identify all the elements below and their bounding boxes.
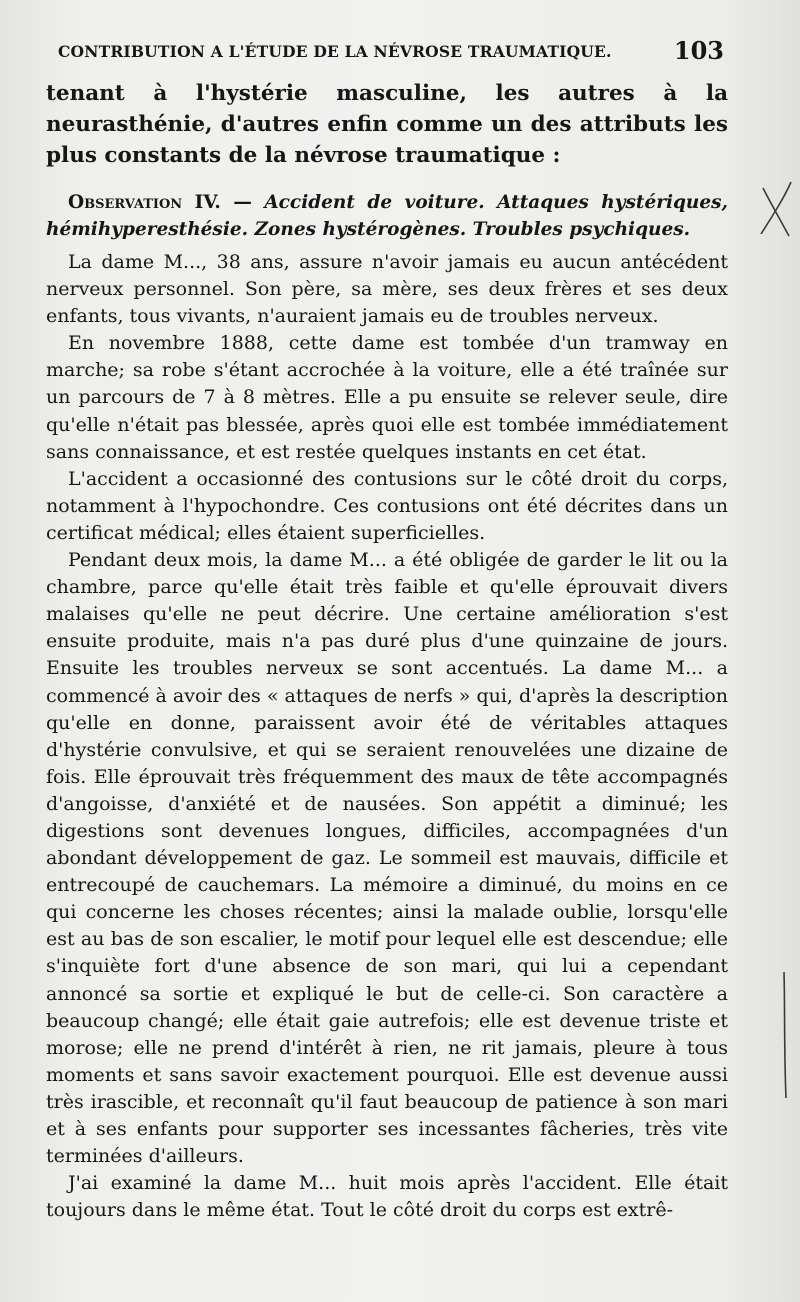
paragraph-2: En novembre 1888, cette dame est tombée d'un tramway en marche; sa robe s'étant accrochée à la voiture, elle a été traînée sur un parcours de 7 à 8 mètres. Elle a pu ensuite se relever seule, dire qu'elle n'était pas blessée, après quoi elle est tombée immédiatement sans connaissance, et est restée quelques instants en cet état. <box>46 332 728 463</box>
observation-label: Observation IV. <box>68 192 221 213</box>
page-number: 103 <box>673 36 724 65</box>
paragraph-3: L'accident a occasionné des contusions sur le côté droit du corps, notamment à l'hypochondre. Ces contusions ont été décrites dans un certificat médical; elles étaient superficielles. <box>46 467 728 544</box>
observation-dash: — <box>220 192 265 213</box>
paragraph-4: Pendant deux mois, la dame M... a été obligée de garder le lit ou la chambre, parce qu'elle était très faible et qu'elle éprouvait divers malaises qu'elle ne peut décrire. Une certaine amélioration s'est ensuite produite, mais n'a pas duré plus d'une quinzaine de jours. Ensuite les troubles nerveux se sont accentués. La dame M... a commencé à avoir des « attaques de nerfs » qui, d'après la description qu'elle en donne, paraissent avoir été de véritables attaques d'hystérie convulsive, et qui se seraient renouvelées une dizaine de fois. Elle éprouvait très fréquemment des maux de tête accompagnés d'angoisse, d'anxiété et de nausées. Son appétit a diminué; les digestions sont devenues longues, difficiles, accompagnées d'un abondant développement de gaz. Le sommeil est mauvais, difficile et entrecoupé de cauchemars. La mémoire a diminué, du moins en ce qui concerne les choses récentes; ainsi la malade oublie, lorsqu'elle est au bas de son escalier, le motif pour lequel elle est descendue; elle s'inquiète fort d'une absence de son mari, qui lui a cependant annoncé sa sortie et expliqué le but de celle-ci. Son caractère a beaucoup changé; elle était gaie autrefois; elle est devenue triste et morose; elle ne prend d'intérêt à rien, ne rit jamais, pleure à tous moments et sans savoir exactement pourquoi. Elle est devenue aussi très irascible, et reconnaît qu'il faut beaucoup de patience à son mari et à ses enfants pour supporter ses incessantes fâcheries, très vite terminées d'ailleurs. <box>46 549 728 1168</box>
observation-heading <box>46 189 728 243</box>
paragraph-1: La dame M..., 38 ans, assure n'avoir jamais eu aucun antécédent nerveux personnel. Son père, sa mère, ses deux frères et ses deux enfants, tous vivants, n'auraient jamais eu de troubles nerveux. <box>46 251 728 328</box>
running-head <box>58 36 730 70</box>
lead-paragraph: tenant à l'hystérie masculine, les autres à la neurasthénie, d'autres enfin comme un des attributs les plus constants de la névrose traumatique : <box>46 81 728 168</box>
running-title: CONTRIBUTION A L'ÉTUDE DE LA NÉVROSE TRAUMATIQUE. <box>58 42 612 61</box>
margin-vertical-line <box>780 970 790 1100</box>
paragraph-5: J'ai examiné la dame M... huit mois après l'accident. Elle était toujours dans le même état. Tout le côté droit du corps est extrê- <box>46 1172 728 1222</box>
margin-cross-mark <box>755 178 795 248</box>
observation-title: Accident de voiture. Attaques hystériques, hémihyperesthésie. Zones hystérogènes. Troubles psychiques. <box>46 192 729 240</box>
body-text <box>46 78 728 1224</box>
